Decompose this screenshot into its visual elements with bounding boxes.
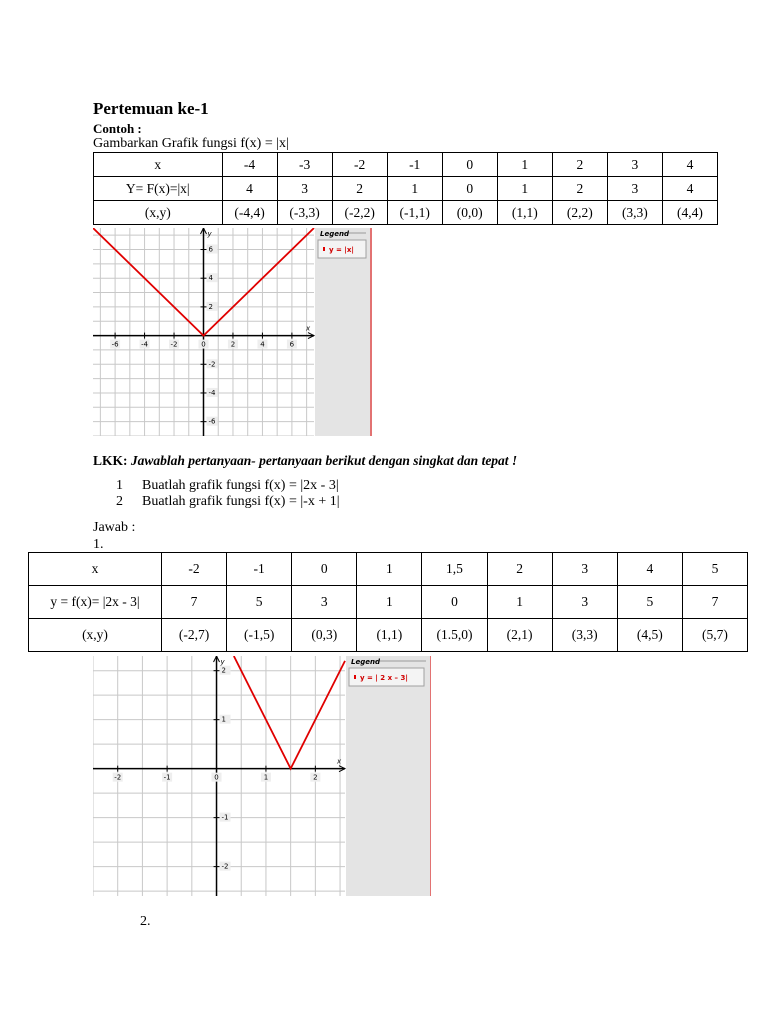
table-cell: 1 bbox=[357, 553, 422, 586]
table-cell: 5 bbox=[617, 586, 682, 619]
x-tick-label: 4 bbox=[260, 340, 265, 349]
table-cell: 5 bbox=[682, 553, 747, 586]
table-cell: (x,y) bbox=[29, 619, 162, 652]
table-cell: 3 bbox=[552, 553, 617, 586]
values-table-abs-2x-3 bbox=[28, 552, 748, 652]
table-cell: 1 bbox=[387, 177, 442, 201]
table-cell: 0 bbox=[292, 553, 357, 586]
table-row bbox=[29, 619, 748, 652]
table-cell: (-3,3) bbox=[277, 201, 332, 225]
lkk-item bbox=[116, 494, 340, 510]
lkk-item-text: Buatlah grafik fungsi f(x) = |-x + 1| bbox=[142, 494, 340, 509]
table-cell: x bbox=[94, 153, 223, 177]
series-line bbox=[234, 656, 345, 769]
table-cell: (1,1) bbox=[357, 619, 422, 652]
table-cell: (0,3) bbox=[292, 619, 357, 652]
chart-abs-x-svg bbox=[93, 228, 372, 436]
legend-swatch bbox=[354, 675, 356, 679]
y-axis-label: y bbox=[220, 658, 225, 666]
table-cell: 3 bbox=[607, 153, 662, 177]
legend-title: Legend bbox=[320, 230, 349, 238]
values-table-abs-x bbox=[93, 152, 718, 225]
example-task: Gambarkan Grafik fungsi f(x) = |x| bbox=[93, 136, 289, 151]
table-cell: 2 bbox=[332, 177, 387, 201]
table-cell: 5 bbox=[227, 586, 292, 619]
table-cell: 3 bbox=[277, 177, 332, 201]
table-cell: 1 bbox=[487, 586, 552, 619]
table-cell: (3,3) bbox=[607, 201, 662, 225]
legend-title: Legend bbox=[351, 658, 380, 666]
y-tick-label: -6 bbox=[208, 417, 216, 426]
table-cell: (4,5) bbox=[617, 619, 682, 652]
lkk-text: Jawablah pertanyaan- pertanyaan berikut dengan singkat dan tepat ! bbox=[130, 453, 518, 468]
page-heading: Pertemuan ke-1 bbox=[93, 99, 209, 118]
table-cell: 3 bbox=[552, 586, 617, 619]
table-cell: 3 bbox=[607, 177, 662, 201]
table-cell: -2 bbox=[162, 553, 227, 586]
table-cell: 0 bbox=[442, 177, 497, 201]
y-axis-label: y bbox=[207, 230, 212, 238]
table-cell: (-1,1) bbox=[387, 201, 442, 225]
table-cell: 7 bbox=[682, 586, 747, 619]
y-tick-label: 4 bbox=[208, 274, 213, 283]
y-tick-label: 1 bbox=[221, 715, 226, 724]
x-tick-label: -1 bbox=[163, 773, 171, 782]
table-cell: (-2,2) bbox=[332, 201, 387, 225]
table-cell: 1 bbox=[497, 153, 552, 177]
table-cell: y = f(x)= |2x - 3| bbox=[29, 586, 162, 619]
table-cell: 2 bbox=[552, 177, 607, 201]
table-cell: -4 bbox=[222, 153, 277, 177]
y-tick-label: -2 bbox=[221, 862, 229, 871]
lkk-item bbox=[116, 478, 339, 494]
table-cell: Y= F(x)=|x| bbox=[94, 177, 223, 201]
table-cell: 4 bbox=[662, 153, 717, 177]
y-tick-label: -4 bbox=[208, 388, 216, 397]
answer-number-2: 2. bbox=[140, 914, 151, 929]
x-tick-label: -6 bbox=[111, 340, 119, 349]
table-cell: -1 bbox=[387, 153, 442, 177]
table-cell: (x,y) bbox=[94, 201, 223, 225]
lkk-instruction bbox=[93, 453, 517, 469]
legend-entry-label: y = |x| bbox=[329, 246, 354, 254]
x-tick-label: -2 bbox=[170, 340, 178, 349]
table-cell: 1 bbox=[357, 586, 422, 619]
table-cell: (-2,7) bbox=[162, 619, 227, 652]
table-cell: (2,2) bbox=[552, 201, 607, 225]
x-tick-label: 0 bbox=[201, 340, 206, 349]
graph-abs-2x-3 bbox=[93, 656, 431, 896]
y-tick-label: 2 bbox=[208, 302, 213, 311]
x-tick-label: 2 bbox=[313, 773, 318, 782]
table-cell: 0 bbox=[442, 153, 497, 177]
table-cell: -3 bbox=[277, 153, 332, 177]
table-row bbox=[94, 201, 718, 225]
y-tick-label: 6 bbox=[208, 245, 213, 254]
table-cell: (3,3) bbox=[552, 619, 617, 652]
table-cell: (-1,5) bbox=[227, 619, 292, 652]
x-axis-label: x bbox=[306, 324, 311, 333]
table-cell: 2 bbox=[487, 553, 552, 586]
x-tick-label: 6 bbox=[289, 340, 295, 349]
table-cell: 4 bbox=[222, 177, 277, 201]
table-cell: 4 bbox=[617, 553, 682, 586]
table-row bbox=[29, 586, 748, 619]
x-axis-label: x bbox=[337, 757, 342, 766]
lkk-item-text: Buatlah grafik fungsi f(x) = |2x - 3| bbox=[142, 478, 339, 493]
table-cell: x bbox=[29, 553, 162, 586]
x-tick-label: -4 bbox=[141, 340, 149, 349]
table-cell: (-4,4) bbox=[222, 201, 277, 225]
table-cell: 1 bbox=[497, 177, 552, 201]
lkk-label: LKK: bbox=[93, 453, 128, 468]
x-tick-label: 2 bbox=[230, 340, 236, 349]
x-tick-label: 1 bbox=[263, 773, 269, 782]
x-tick-label: -2 bbox=[114, 773, 122, 782]
legend-panel bbox=[315, 228, 372, 436]
answer-number-1: 1. bbox=[93, 537, 104, 552]
legend-panel bbox=[346, 656, 431, 896]
table-cell: (1.5,0) bbox=[422, 619, 487, 652]
legend-entry-label: y = | 2 x – 3| bbox=[360, 674, 408, 682]
y-tick-label: -2 bbox=[208, 360, 216, 369]
table-cell: (5,7) bbox=[682, 619, 747, 652]
answer-label: Jawab : bbox=[93, 520, 136, 535]
graph-abs-x bbox=[93, 228, 372, 436]
table-cell: (4,4) bbox=[662, 201, 717, 225]
table-cell: (0,0) bbox=[442, 201, 497, 225]
legend-swatch bbox=[323, 247, 325, 251]
table-cell: 4 bbox=[662, 177, 717, 201]
table-cell: -2 bbox=[332, 153, 387, 177]
chart-abs-2x-3-svg bbox=[93, 656, 431, 896]
y-tick-label: -1 bbox=[221, 813, 229, 822]
table-cell: 2 bbox=[552, 153, 607, 177]
x-tick-label: 0 bbox=[214, 773, 219, 782]
table-row bbox=[94, 177, 718, 201]
y-tick-label: 2 bbox=[221, 666, 226, 675]
table-cell: 0 bbox=[422, 586, 487, 619]
table-cell: (1,1) bbox=[497, 201, 552, 225]
table-cell: 7 bbox=[162, 586, 227, 619]
lkk-item-number: 2 bbox=[116, 494, 123, 509]
table-cell: (2,1) bbox=[487, 619, 552, 652]
table-cell: -1 bbox=[227, 553, 292, 586]
table-row bbox=[29, 553, 748, 586]
table-row bbox=[94, 153, 718, 177]
example-label: Contoh : bbox=[93, 121, 142, 136]
table-cell: 1,5 bbox=[422, 553, 487, 586]
lkk-item-number: 1 bbox=[116, 478, 123, 493]
table-cell: 3 bbox=[292, 586, 357, 619]
